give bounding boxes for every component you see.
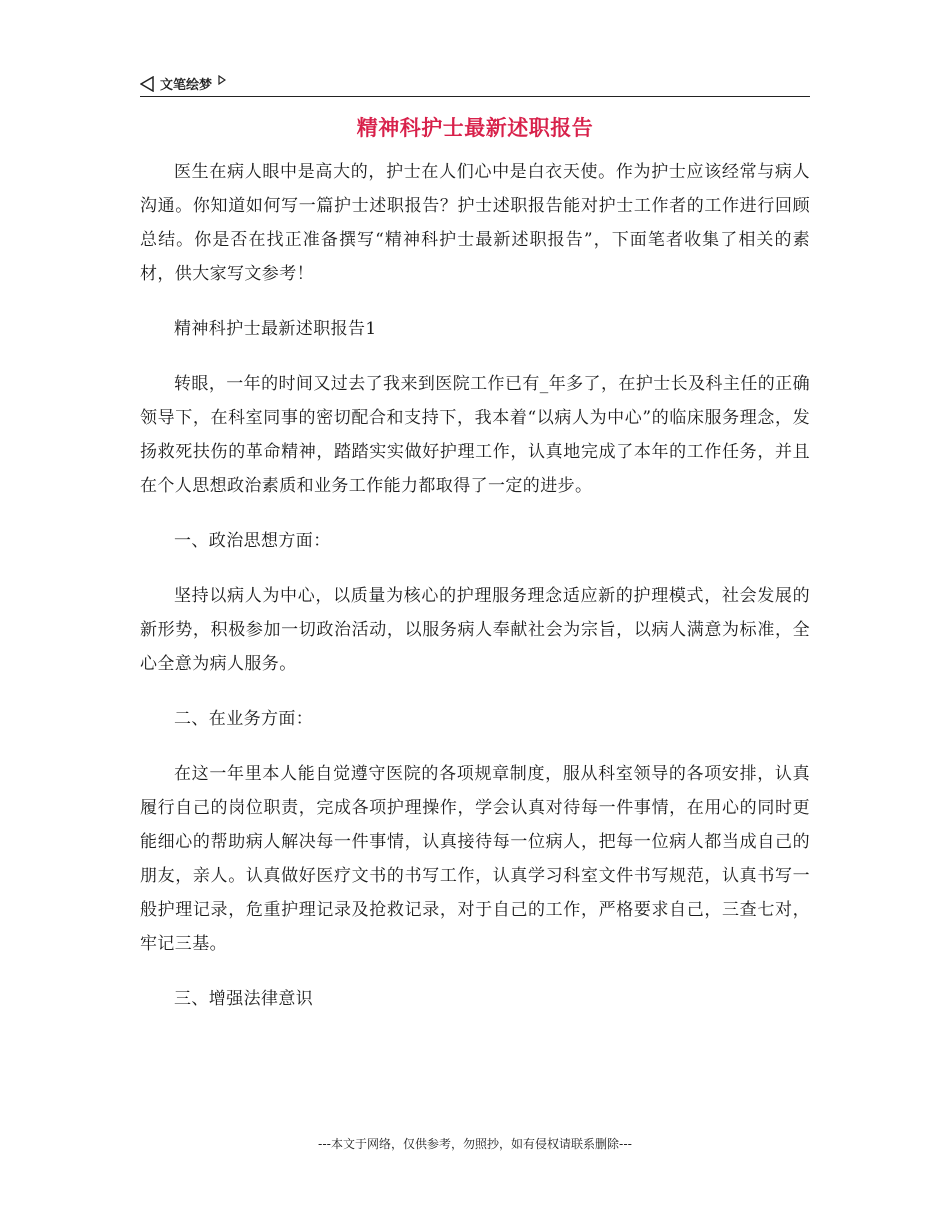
left-triangle-icon [140, 76, 154, 92]
section-heading-politics: 一、政治思想方面： [174, 531, 331, 551]
document-title: 精神科护士最新述职报告 [356, 116, 594, 140]
section-heading-law: 三、增强法律意识 [174, 989, 314, 1009]
intro-paragraph: 医生在病人眼中是高大的，护士在人们心中是白衣天使。作为护士应该经常与病人沟通。你知道如何写一篇护士述职报告？护士述职报告能对护士工作者的工作进行回顾总结。你是否在找正准备撰写“精神科护士最新述职报告”，下面笔者收集了相关的素材，供大家写文参考！ [140, 162, 810, 284]
footer-notice: ---本文于网络，仅供参考，勿照抄，如有侵权请联系删除--- [318, 1137, 632, 1151]
body-paragraph: 转眼，一年的时间又过去了我来到医院工作已有_年多了，在护士长及科主任的正确领导下，在科室同事的密切配合和支持下，我本着“以病人为中心”的临床服务理念，发扬救死扶伤的革命精神，踏踏实实做好护理工作，认真地完成了本年的工作任务，并且在个人思想政治素质和业务工作能力都取得了一定的进步。 [140, 374, 810, 496]
section-heading-report-1: 精神科护士最新述职报告1 [174, 319, 377, 339]
body-paragraph: 在这一年里本人能自觉遵守医院的各项规章制度，服从科室领导的各项安排，认真履行自己的岗位职责，完成各项护理操作，学会认真对待每一件事情，在用心的同时更能细心的帮助病人解决每一件事情，认真接待每一位病人，把每一位病人都当成自己的朋友，亲人。认真做好医疗文书的书写工作，认真学习科室文件书写规范，认真书写一般护理记录，危重护理记录及抢救记录，对于自己的工作，严格要求自己，三查七对，牢记三基。 [140, 764, 810, 954]
page-header [140, 72, 810, 97]
right-triangle-icon [218, 75, 226, 85]
document-body [140, 155, 810, 1016]
section-heading-business: 二、在业务方面： [174, 709, 314, 729]
body-paragraph: 坚持以病人为中心，以质量为核心的护理服务理念适应新的护理模式，社会发展的新形势，积极参加一切政治活动，以服务病人奉献社会为宗旨，以病人满意为标准，全心全意为病人服务。 [140, 586, 810, 674]
brand-name: 文笔绘梦 [160, 78, 213, 93]
brand-logo [140, 74, 226, 93]
